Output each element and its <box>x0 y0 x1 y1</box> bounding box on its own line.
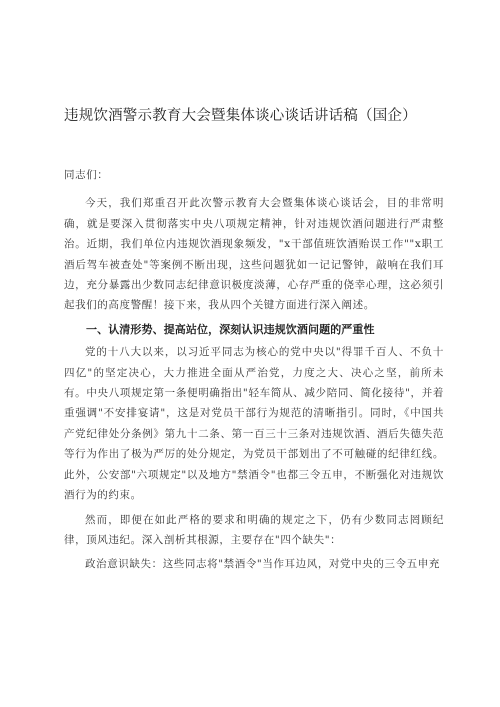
body-paragraph: 政治意识缺失：这些同志将"禁酒令"当作耳边风，对党中央的三令五申充 <box>85 558 440 571</box>
salutation: 同志们： <box>64 169 109 181</box>
document-body <box>64 165 444 579</box>
body-paragraph: 党的十八大以来，以习近平同志为核心的党中央以"得罪千百人、不负十四亿"的坚定决心，大力推进全面从严治党，力度之大、决心之坚，前所未有。中央八项规定第一条便明确指出"轻车简从、减少陪同、简化接待"，并着重强调"不安排宴请"，这是对党员干部行为规范的清晰指引。同时，《中国共产党纪律处分条例》第九十二条、第一百三十三条对违规饮酒、酒后失德失范等行为作出了极为严厉的处分规定，为党员干部划出了不可触碰的纪律红线。此外，公安部"六项规定"以及地方"禁酒令"也都三令五申，不断强化对违规饮酒行为的约束。 <box>64 346 444 502</box>
body-paragraph: 然而，即便在如此严格的要求和明确的规定之下，仍有少数同志罔顾纪律，顶风违纪。深入剖析其根源，主要存在"四个缺失"： <box>64 513 444 546</box>
intro-paragraph: 今天，我们郑重召开此次警示教育大会暨集体谈心谈话会，目的非常明确，就是要深入贯彻落实中央八项规定精神，针对违规饮酒问题进行严肃整治。近期，我们单位内违规饮酒现象频发，"x干部值班饮酒贻误工作""x职工酒后驾车被查处"等案例不断出现，这些问题犹如一记记警钟，敲响在我们耳边，充分暴露出少数同志纪律意识极度淡薄，心存严重的侥幸心理，这必须引起我们的高度警醒！接下来，我从四个关键方面进行深入阐述。 <box>64 197 444 312</box>
section-heading: 一、认清形势、提高站位，深刻认识违规饮酒问题的严重性 <box>86 322 375 336</box>
document-title: 违规饮酒警示教育大会暨集体谈心谈话讲话稿（国企） <box>64 108 417 124</box>
